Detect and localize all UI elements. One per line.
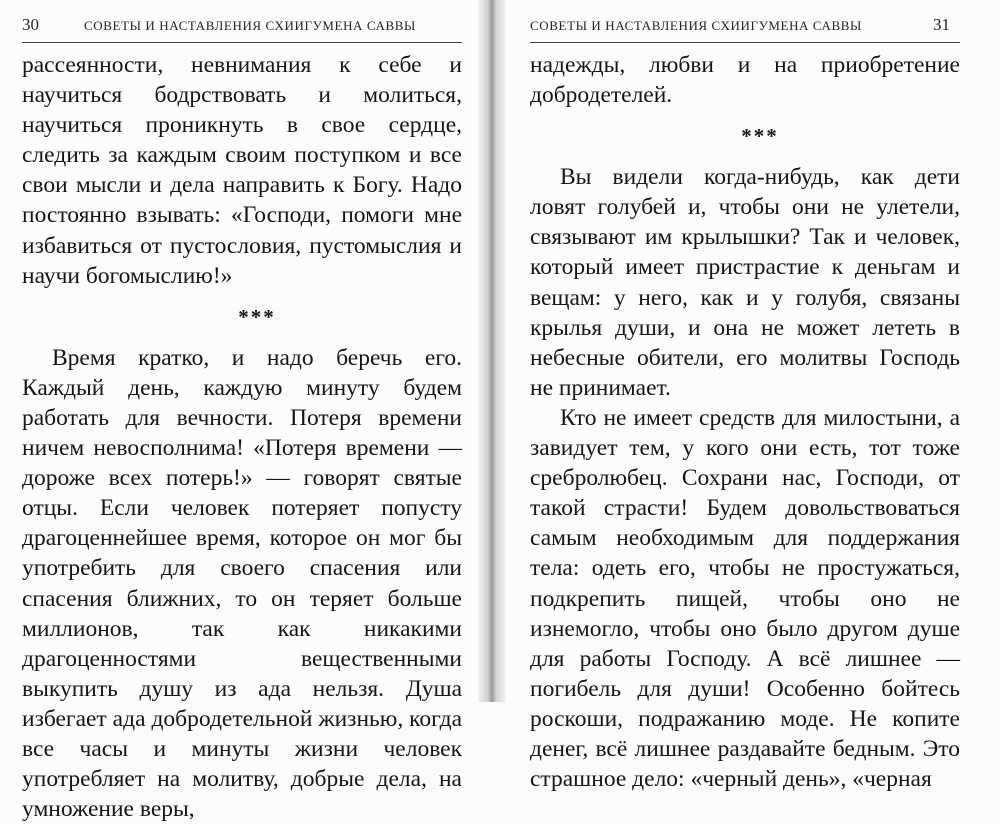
section-separator: *** [238, 304, 276, 329]
page-number-right: 31 [933, 15, 950, 34]
section-separator: *** [741, 124, 779, 149]
right-page-body [530, 50, 960, 794]
paragraph: Кто не имеет средств для милостыни, а завидует тем, у кого они есть, тот тоже сребролюбец. Сохрани нас, Господи, от такой страсти! Будем довольствоваться самым необходимым для поддержания тела: одеть его, чтобы не простужаться, подкрепить пищей, чтобы оно не изнемогло, чтобы оно было другом душе для работы Господу. А всё лишнее — погибель для души! Особенно бойтесь роскоши, подражанию моде. Не копите денег, всё лишнее раздавайте бедным. Это страшное дело: «черный день», «черная [530, 404, 960, 793]
paragraph: Вы видели когда-нибудь, как дети ловят голубей и, чтобы они не улетели, связывают им крылышки? Так и человек, который имеет пристрастие к деньгам и вещам: у него, как и у голубя, связаны крылья души, и она не может лететь в небесные обители, его молитвы Господь не принимает. [530, 164, 960, 401]
paragraph: надежды, любви и на приобретение добродетелей. [530, 52, 960, 109]
header-rule-left [22, 42, 462, 43]
running-head-left: СОВЕТЫ И НАСТАВЛЕНИЯ СХИИГУМЕНА САВВЫ [84, 18, 416, 33]
book-gutter [478, 0, 506, 702]
left-page-body [22, 50, 462, 824]
paragraph: рассеянности, невнимания к себе и научиться бодрствовать и молиться, научиться проникнуть в свое сердце, следить за каждым своим поступком и все свои мысли и дела направить к Богу. Надо постоянно взывать: «Господи, помоги мне избавиться от пустословия, пустомыслия и научи богомыслию!» [22, 52, 462, 289]
header-rule-right [530, 42, 960, 43]
paragraph: Время кратко, и надо беречь его. Каждый день, каждую минуту будем работать для вечности. Потеря времени ничем невосполнима! «Потеря времени — дороже всех потерь!» — говорят святые отцы. Если человек потеряет попусту драгоценнейшее время, которое он мог бы употребить для своего спасения или спасения ближних, то он теряет больше миллионов, так как никакими драгоценностями вещественными выкупить душу из ада нельзя. Душа избегает ада добродетельной жизнью, когда все часы и минуты жизни человек употребляет на молитву, добрые дела, на умножение веры, [22, 344, 462, 823]
page-number-left: 30 [22, 15, 39, 34]
running-head-right: СОВЕТЫ И НАСТАВЛЕНИЯ СХИИГУМЕНА САВВЫ [530, 18, 862, 33]
